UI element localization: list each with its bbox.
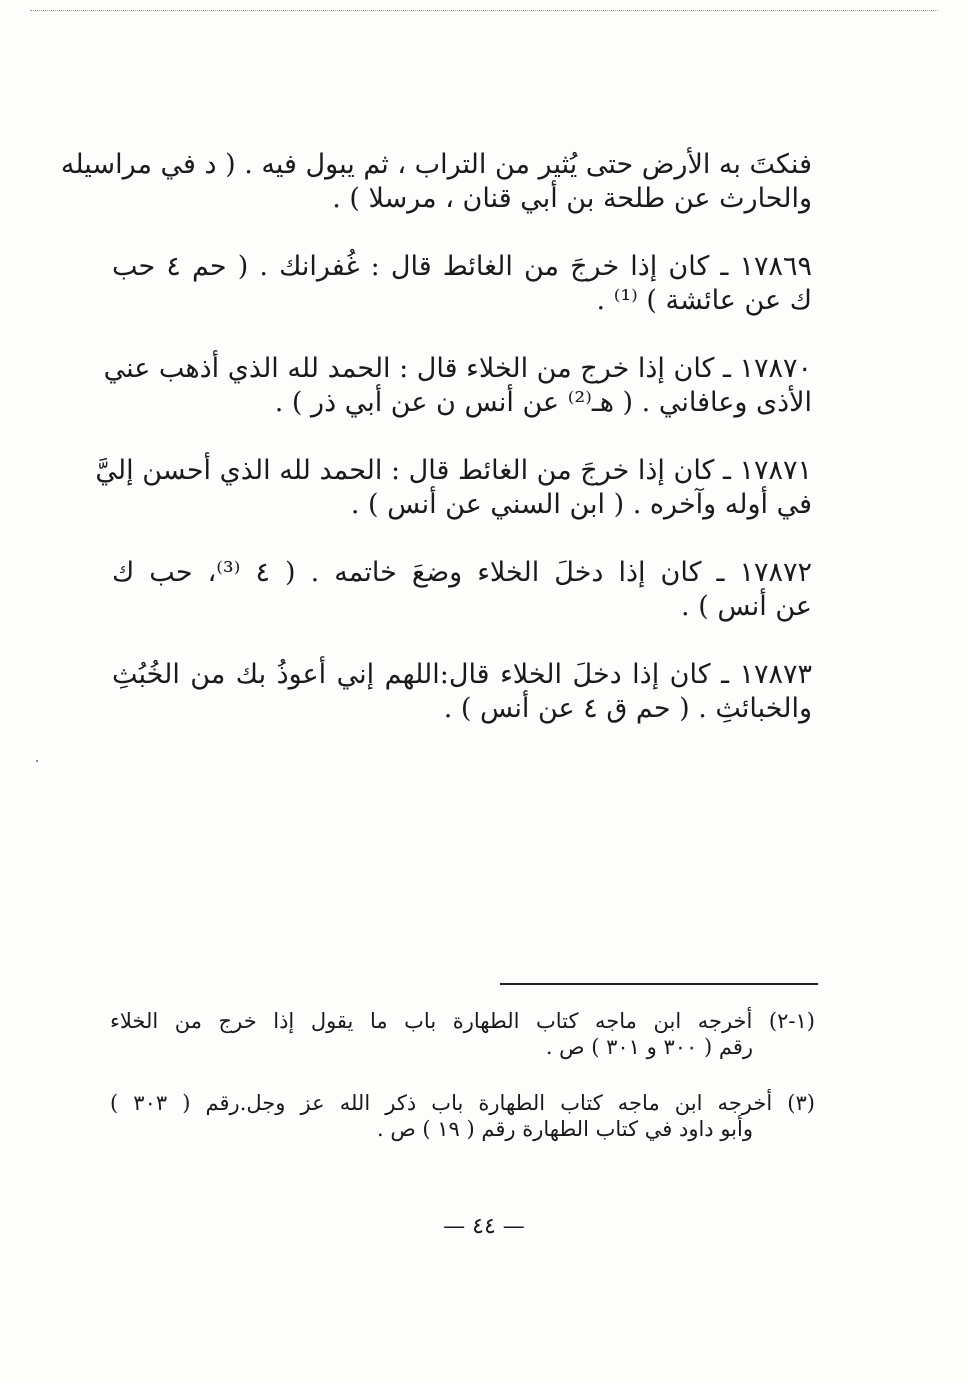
- footnote-separator: [500, 983, 818, 985]
- footnotes: [110, 1008, 815, 1142]
- footnote-line: (٣) أخرجه ابن ماجه كتاب الطهارة باب ذكر الله عز وجل.رقم ( ٣٠٣ ): [110, 1091, 815, 1115]
- entry-line: ١٧٨٧١ ـ كان إذا خرجَ من الغائط قال : الحمد لله الذي أحسن إليَّ: [95, 455, 812, 486]
- entry-17870: [103, 352, 812, 420]
- hadith-entries: [60, 148, 813, 726]
- entry-17869: [112, 250, 812, 318]
- top-dotted-rule: [30, 10, 938, 11]
- entry-line: والحارث عن طلحة بن أبي قنان ، مرسلا ) .: [332, 183, 812, 214]
- entry-17872: [112, 556, 812, 624]
- entry-line: ١٧٨٧٠ ـ كان إذا خرج من الخلاء قال : الحمد لله الذي أذهب عني: [103, 353, 812, 384]
- footnote-3: [110, 1090, 815, 1142]
- scan-speck: [36, 760, 38, 762]
- entry-line: الأذى وعافاني . ( هـ⁽²⁾ عن أنس ن عن أبي ذر ) .: [274, 387, 812, 418]
- entry-17873: [112, 658, 812, 726]
- entry-17871: [95, 454, 812, 522]
- footnote-1-2: [110, 1008, 815, 1060]
- entry-line: ١٧٨٧٣ ـ كان إذا دخلَ الخلاء قال:اللهم إني أعوذُ بك من الخُبُثِ: [112, 659, 812, 690]
- entry-line: عن أنس ) .: [681, 591, 812, 622]
- entry-line: ١٧٨٦٩ ـ كان إذا خرجَ من الغائط قال : غُفرانك . ( حم ٤ حب: [112, 251, 812, 282]
- page-number: — ٤٤ —: [443, 1214, 525, 1239]
- footnote-line: رقم ( ٣٠٠ و ٣٠١ ) ص .: [545, 1035, 753, 1059]
- entry-line: والخبائثِ . ( حم ق ٤ عن أنس ) .: [443, 693, 812, 724]
- entry-continuation: [60, 148, 812, 216]
- entry-line: في أوله وآخره . ( ابن السني عن أنس ) .: [350, 489, 812, 520]
- entry-line: ١٧٨٧٢ ـ كان إذا دخلَ الخلاء وضعَ خاتمه . ( ٤ ⁽³⁾، حب ك: [112, 557, 813, 588]
- footnote-line: (١-٢) أخرجه ابن ماجه كتاب الطهارة باب ما يقول إذا خرج من الخلاء: [110, 1009, 815, 1033]
- footnote-line: وأبو داود في كتاب الطهارة رقم ( ١٩ ) ص .: [376, 1117, 753, 1141]
- entry-line: فنكتَ به الأرض حتى يُثير من التراب ، ثم يبول فيه . ( د في مراسيله: [60, 149, 812, 180]
- entry-line: ك عن عائشة ) ⁽¹⁾ .: [596, 285, 812, 316]
